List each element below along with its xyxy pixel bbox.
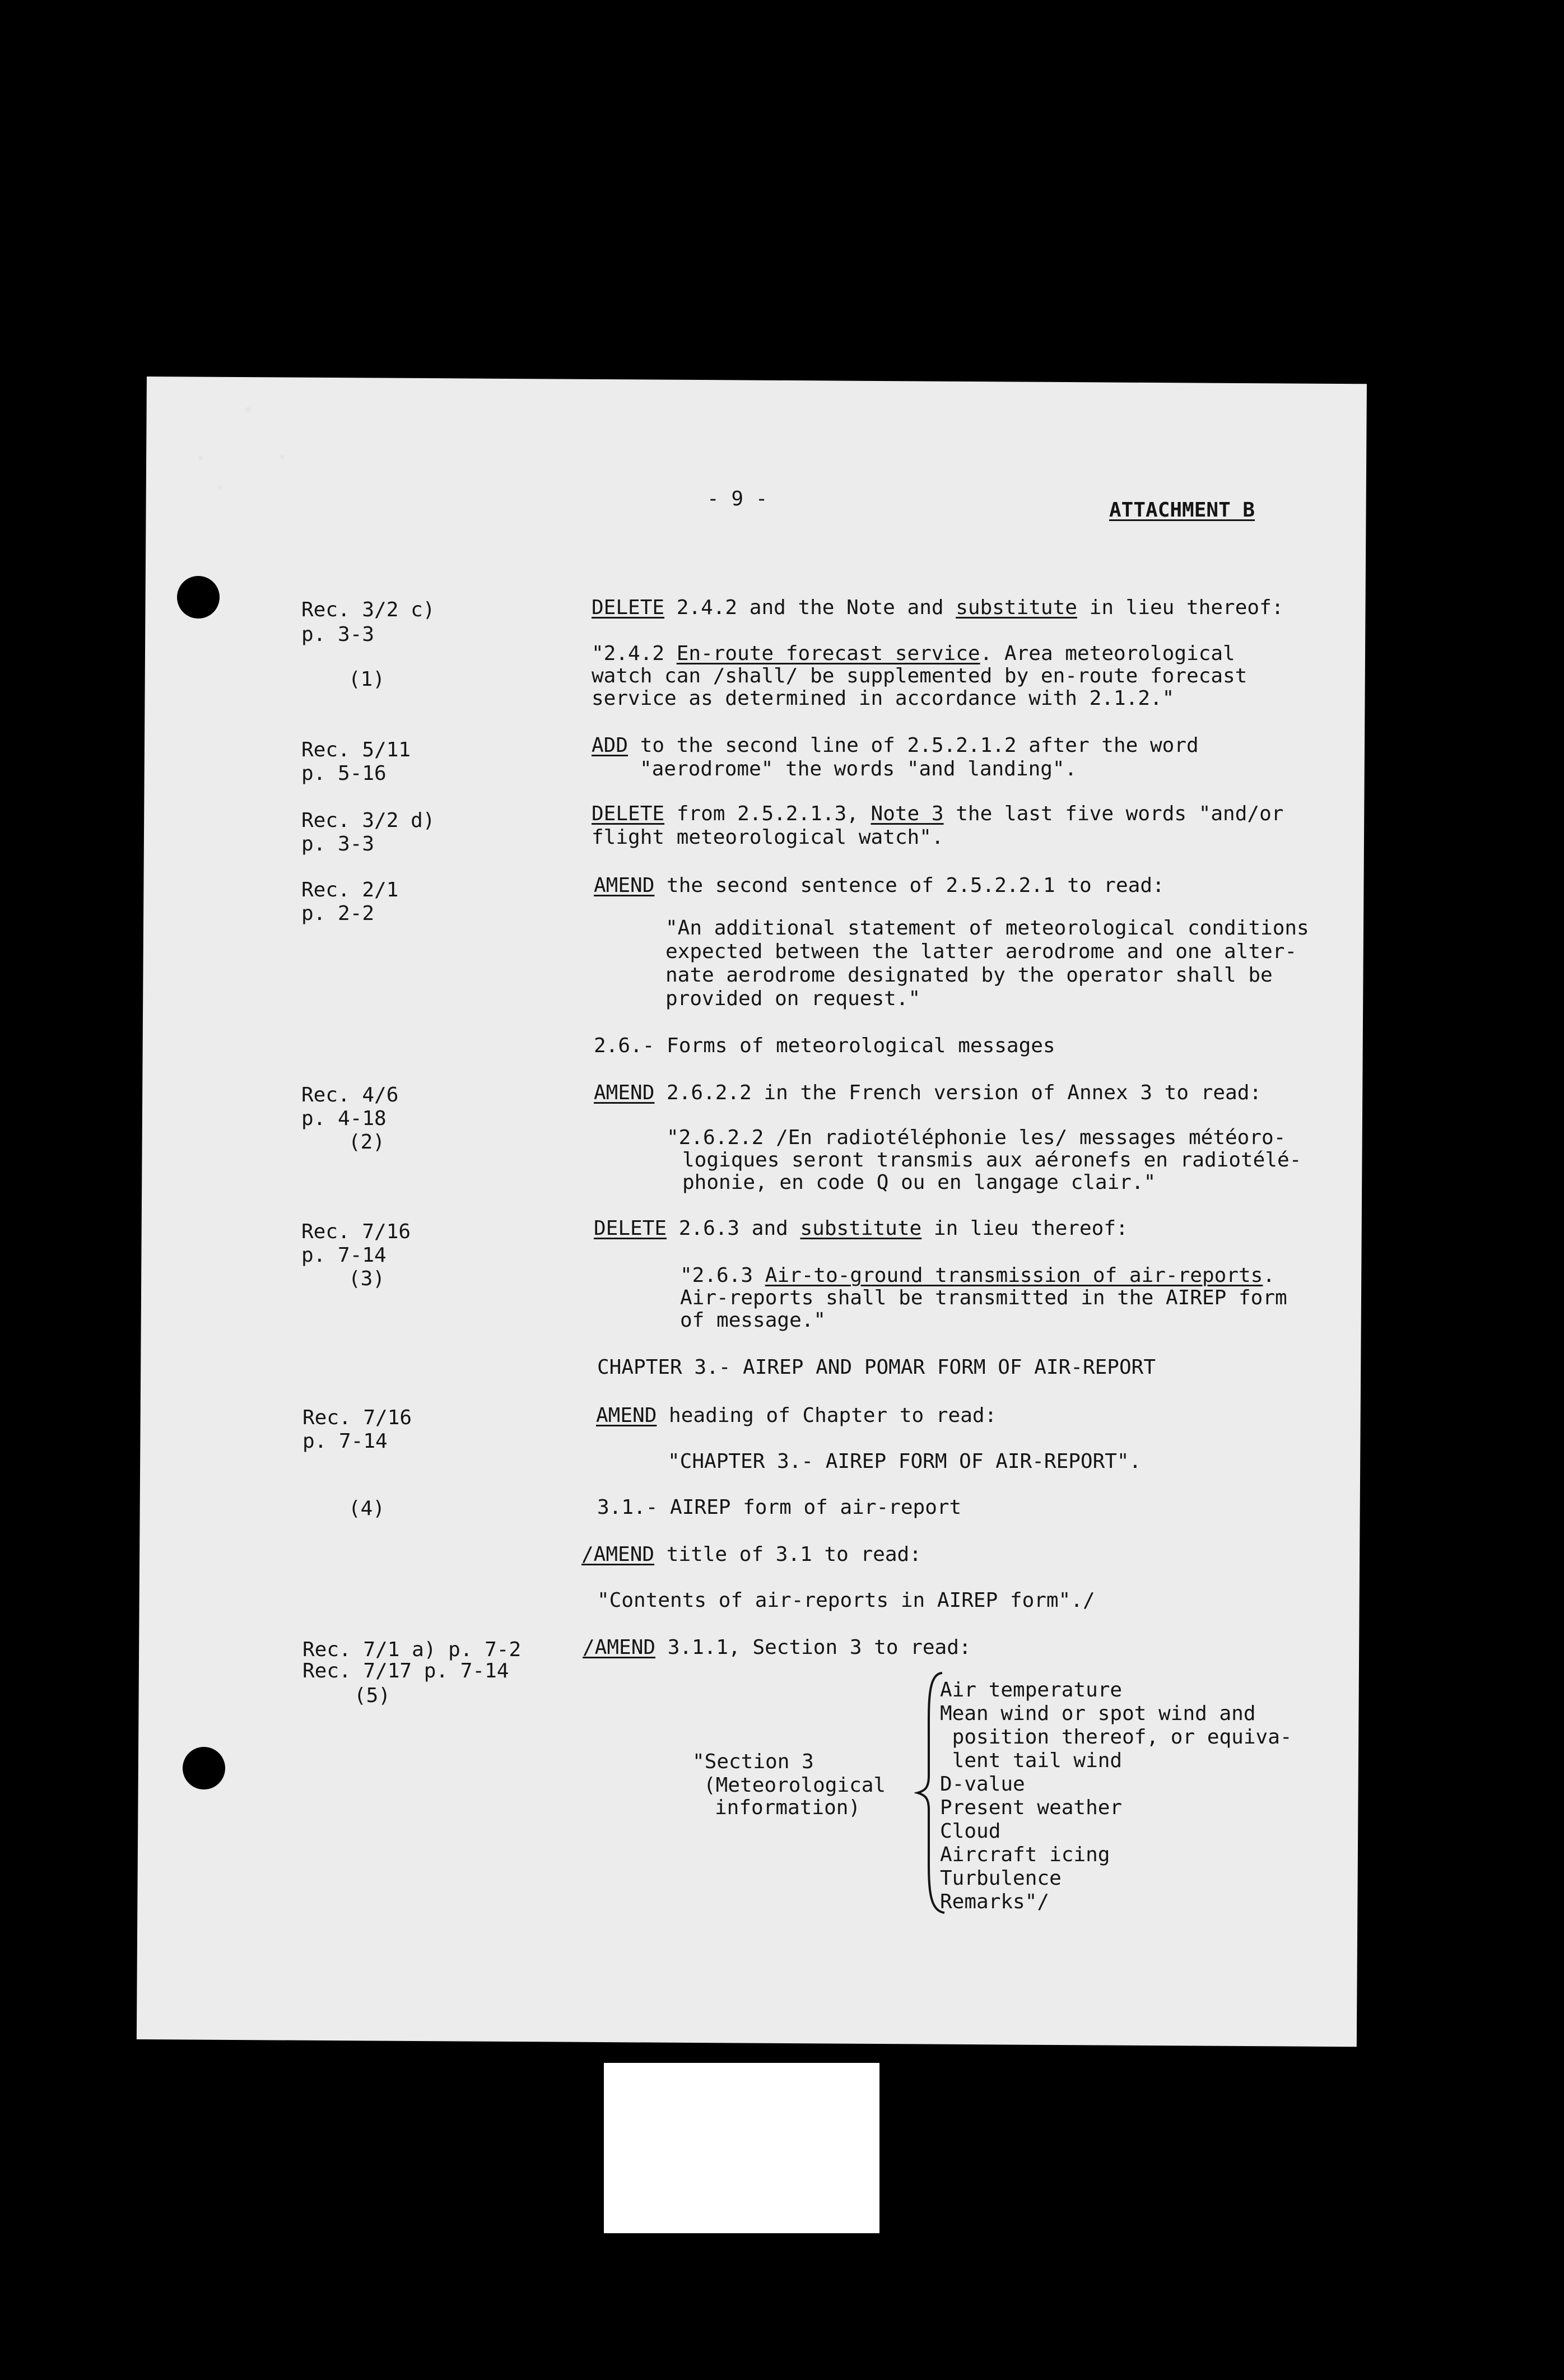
rec-page: p. 5-16 <box>301 762 387 785</box>
item-number: (2) <box>348 1131 385 1154</box>
rec-reference: Rec. 5/11 <box>301 738 411 761</box>
action-verb: AMEND <box>594 874 655 897</box>
quote-line: expected between the latter aerodrome and one alter- <box>665 940 1297 963</box>
action-verb: DELETE <box>594 1217 667 1240</box>
quote-line: "2.6.2.2 /En radiotéléphonie les/ messages météoro- <box>667 1126 1286 1149</box>
action-verb: AMEND <box>596 1404 657 1427</box>
section-label: information) <box>715 1796 861 1819</box>
action-verb: AMEND <box>594 1081 655 1104</box>
quote-line: service as determined in accordance with 2.1.2." <box>592 687 1175 710</box>
quote-title: Air-to-ground transmission of air-reports <box>765 1264 1263 1287</box>
rec-reference: Rec. 2/1 <box>301 878 399 901</box>
section-heading: 2.6.- Forms of meteorological messages <box>594 1034 1055 1057</box>
section-heading: 3.1.- AIREP form of air-report <box>597 1496 962 1519</box>
instruction-line: /AMEND 3.1.1, Section 3 to read: <box>583 1636 971 1659</box>
rec-reference: Rec. 7/1 a) p. 7-2 <box>302 1638 522 1661</box>
instruction-line: /AMEND title of 3.1 to read: <box>581 1543 921 1566</box>
page-number: - 9 - <box>707 487 768 510</box>
rec-page: p. 2-2 <box>301 902 375 925</box>
rec-page: p. 7-14 <box>301 1244 387 1267</box>
quote-line: nate aerodrome designated by the operator shall be <box>665 964 1273 987</box>
attachment-label: ATTACHMENT B <box>1109 499 1255 522</box>
rec-reference: Rec. 7/16 <box>301 1220 411 1243</box>
rec-page: p. 7-14 <box>302 1430 388 1453</box>
instruction-line: ADD to the second line of 2.5.2.1.2 after the word <box>592 734 1199 757</box>
item-number: (4) <box>348 1497 385 1520</box>
rec-reference: Rec. 7/17 p. 7-14 <box>302 1660 509 1682</box>
quote-line: "CHAPTER 3.- AIREP FORM OF AIR-REPORT". <box>668 1450 1142 1473</box>
list-item: Cloud <box>940 1820 1001 1843</box>
list-item: Present weather <box>940 1796 1123 1819</box>
note-reference: Note 3 <box>871 802 944 825</box>
quote-line: "2.4.2 En-route forecast service. Area meteorological <box>592 642 1235 665</box>
action-verb: substitute <box>956 596 1077 619</box>
quote-line: provided on request." <box>665 987 921 1010</box>
dust-speck <box>280 455 285 459</box>
rec-reference: Rec. 4/6 <box>301 1084 399 1107</box>
list-item: lent tail wind <box>940 1749 1123 1772</box>
instruction-line: AMEND 2.6.2.2 in the French version of Annex 3 to read: <box>594 1081 1262 1104</box>
quote-line: Air-reports shall be transmitted in the AIREP form <box>680 1286 1287 1309</box>
quote-line: of message." <box>680 1309 826 1332</box>
action-verb: ADD <box>592 734 629 757</box>
quote-line: phonie, en code Q ou en langage clair." <box>682 1171 1156 1194</box>
dust-speck <box>198 456 203 461</box>
punch-hole-top <box>177 576 220 619</box>
action-verb: substitute <box>800 1217 922 1240</box>
list-item: D-value <box>940 1773 1025 1796</box>
rec-page: p. 3-3 <box>301 833 375 856</box>
quote-line: watch can /shall/ be supplemented by en-route forecast <box>592 664 1248 687</box>
instruction-line: "aerodrome" the words "and landing". <box>640 757 1077 780</box>
dust-speck <box>245 407 251 412</box>
instruction-line: AMEND the second sentence of 2.5.2.2.1 to read: <box>594 874 1165 897</box>
rec-page: p. 4-18 <box>301 1107 387 1130</box>
instruction-line: DELETE 2.6.3 and substitute in lieu thereof: <box>594 1217 1128 1240</box>
instruction-line: DELETE 2.4.2 and the Note and substitute in lieu thereof: <box>592 596 1284 619</box>
rec-reference: Rec. 7/16 <box>302 1406 412 1429</box>
list-item: Aircraft icing <box>940 1843 1110 1866</box>
list-item: Air temperature <box>940 1679 1123 1702</box>
list-item: position thereof, or equiva- <box>940 1726 1292 1749</box>
list-item: Turbulence <box>940 1867 1062 1890</box>
blank-card <box>604 2063 879 2233</box>
dust-speck <box>218 485 222 489</box>
action-verb: /AMEND <box>583 1636 656 1659</box>
item-number: (3) <box>348 1267 385 1290</box>
rec-reference: Rec. 3/2 c) <box>301 598 435 621</box>
quote-line: logiques seront transmis aux aéronefs en radiotélé- <box>682 1149 1302 1172</box>
quote-line: "2.6.3 Air-to-ground transmission of air-reports. <box>680 1264 1276 1287</box>
rec-reference: Rec. 3/2 d) <box>301 809 435 832</box>
action-verb: /AMEND <box>581 1543 655 1566</box>
instruction-line: DELETE from 2.5.2.1.3, Note 3 the last five words "and/or <box>592 802 1284 825</box>
quote-line: "Contents of air-reports in AIREP form"./ <box>597 1589 1095 1612</box>
rec-page: p. 3-3 <box>301 623 375 646</box>
chapter-heading: CHAPTER 3.- AIREP AND POMAR FORM OF AIR-REPORT <box>597 1356 1156 1379</box>
list-item: Mean wind or spot wind and <box>940 1702 1256 1725</box>
item-number: (5) <box>354 1684 391 1707</box>
punch-hole-bottom <box>183 1747 225 1789</box>
instruction-line: flight meteorological watch". <box>592 826 944 849</box>
section-label: "Section 3 <box>692 1750 814 1773</box>
list-item: Remarks"/ <box>940 1890 1050 1913</box>
instruction-line: AMEND heading of Chapter to read: <box>596 1404 997 1427</box>
quote-line: "An additional statement of meteorological conditions <box>665 917 1309 940</box>
section-label: (Meteorological <box>704 1774 886 1797</box>
action-verb: DELETE <box>592 596 665 619</box>
quote-title: En-route forecast service <box>676 642 980 665</box>
action-verb: DELETE <box>592 802 665 825</box>
item-number: (1) <box>348 668 385 691</box>
